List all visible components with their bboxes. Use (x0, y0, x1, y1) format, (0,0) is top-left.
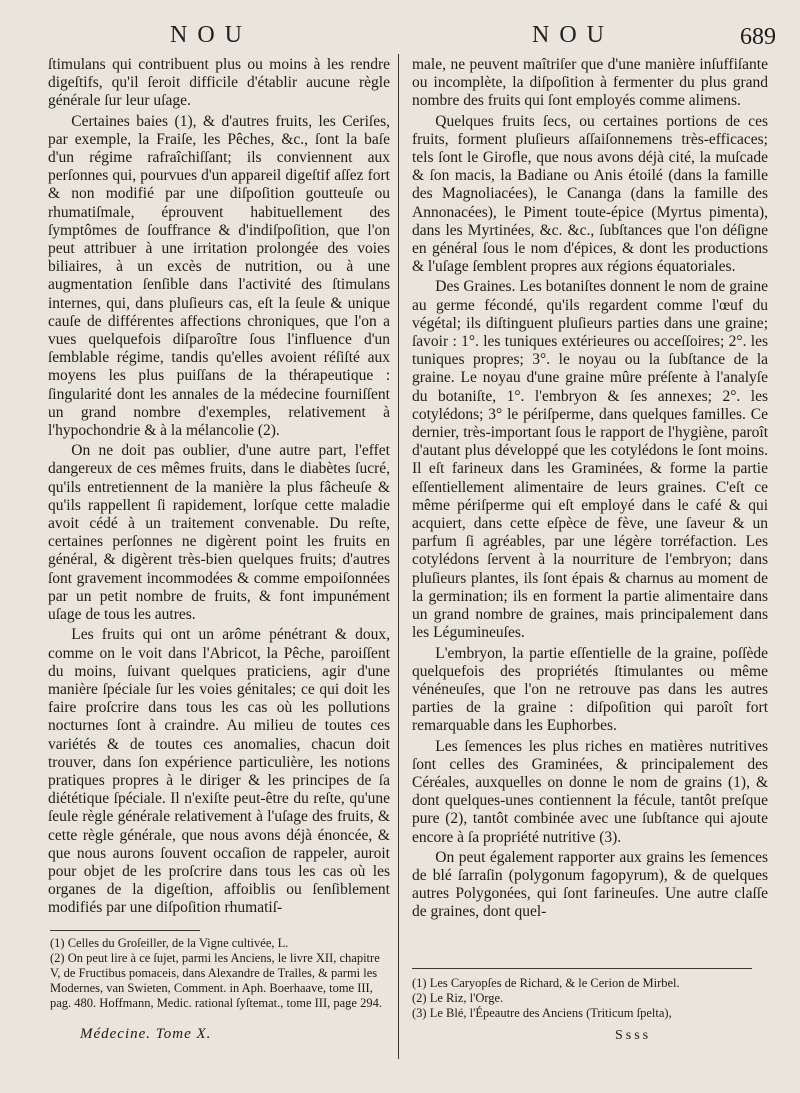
footnotes-right (412, 976, 768, 1021)
running-head-left: NOU (170, 22, 252, 48)
paragraph: On peut également rapporter aux grains les ſemences de blé ſarraſin (polygonum fagopyrum), & de quelques autres Polygonées, qui ſont farineuſes. Une autre claſſe de graines, dont quel- (412, 848, 768, 921)
paragraph: On ne doit pas oublier, d'une autre part, l'effet dangereux de ces mêmes fruits, dans le diabètes ſucré, qu'ils entretiennent de la manière la plus fâcheuſe & qu'ils rappellent ſi rapidement, lorſque cette maladie avoit cédé à un traitement convenable. Du reſte, certaines perſonnes ne digèrent point les fruits en général, & digèrent très-bien quelques fruits; d'autres ſont gravement incommodées & comme empoiſonnées par un petit nombre de fruits, & font impunément uſage de tous les autres. (48, 442, 390, 624)
page-number: 689 (740, 24, 776, 50)
paragraph: male, ne peuvent maîtriſer que d'une manière inſuffiſante ou incomplète, la diſpoſition à fermenter du plus grand nombre des fruits qui ſont employés comme alimens. (412, 56, 768, 110)
footnotes-left (50, 936, 390, 1011)
running-head-right: NOU (532, 22, 614, 48)
left-column (48, 56, 390, 928)
paragraph: ſtimulans qui contribuent plus ou moins à les rendre digeſtifs, qu'il ſeroit difficile d'établir aucune règle générale ſur leur uſage. (48, 56, 390, 110)
footnote: (1) Les Caryopſes de Richard, & le Cerion de Mirbel. (412, 976, 680, 990)
footnote: (3) Le Blé, l'Épeautre des Anciens (Triticum ſpelta), (412, 1006, 672, 1020)
gathering-signature: Ssss (615, 1028, 652, 1043)
footnote: (1) Celles du Groſeiller, de la Vigne cultivée, L. (50, 936, 289, 950)
column-divider (398, 54, 399, 1059)
paragraph: Les ſemences les plus riches en matières nutritives ſont celles des Graminées, & principalement des Céréales, auxquelles on donne le nom de grains (1), & dont quelques-unes contiennent la fécule, tantôt preſque pure (2), tantôt combinée avec une ſubſtance qui ajoute encore à ſa propriété nutritive (3). (412, 737, 768, 846)
paragraph: L'embryon, la partie eſſentielle de la graine, poſſède quelquefois des propriétés ſtimulantes ou même vénéneuſes, que l'on ne retrouve pas dans les autres parties de la graine : diſpoſition qui paroît fort remarquable dans les Euphorbes. (412, 644, 768, 735)
footnote: (2) On peut lire à ce ſujet, parmi les Anciens, le livre XII, chapitre V, de Fructibus pomaceis, dans Alexandre de Tralles, & parmi les Modernes, van Swieten, Comment. in Aph. Boerhaave, tome III, pag. 480. Hoffmann, Medic. rational ſyſtemat., tome III, page 294. (50, 951, 382, 1010)
paragraph: Des Graines. Les botaniſtes donnent le nom de graine au germe fécondé, qu'ils regardent comme l'œuf du végétal; ils diſtinguent pluſieurs parties dans une graine; ſavoir : 1°. les tuniques extérieures ou acceſſoires; 2°. les tuniques propres; 3°. le noyau ou la ſubſtance de la graine. Le noyau d'une graine mûre préſente à l'analyſe du botaniſte, 1°. l'embryon & ſes annexes; 2°. les cotylédons; 3° le périſperme, dans quelques familles. Ce dernier, très-important ſous le rapport de l'hygiène, paroît d'autant plus développé que les cotylédons le ſont moins. Il eſt farineux dans les Graminées, & forme la partie eſſentiellement alimentaire de leurs graines. C'eſt ce même périſperme qui eſt employé dans le café & qui acquiert, dans cette eſpèce de fève, une ſaveur & un parfum ſi agréables, par une légère torréfaction. Les cotylédons ſervent à la nourriture de l'embryon; dans pluſieurs plantes, ils ſont épais & charnus au moment de la germination; ils en forment la partie alimentaire dans un grand nombre de graines, mais principalement dans les Légumineuſes. (412, 278, 768, 642)
paragraph: Les fruits qui ont un arôme pénétrant & doux, comme on le voit dans l'Abricot, la Pêche, paroiſſent du moins, ſuivant quelques praticiens, agir d'une manière ſpéciale ſur les voies génitales; ce qui doit les faire proſcrire dans tous les cas où les pollutions nocturnes ſont à craindre. Au milieu de toutes ces variétés & de toutes ces anomalies, chacun doit trouver, dans ſon expérience particulière, les notions pratiques propres à le diriger & les principes de ſa diététique ſpéciale. Il n'exiſte peut-être du reſte, qu'une ſeule règle générale relativement à l'uſage des fruits, & cette règle générale, que nous avons déjà énoncée, & que nous aurons ſouvent occaſion de rappeler, auroit pour objet de les proſcrire dans tous les cas où les organes de la digeſtion, affoiblis ou ſenſiblement modifiés par une diſpoſition rhumatiſ- (48, 626, 390, 917)
footnote: (2) Le Riz, l'Orge. (412, 991, 504, 1005)
paragraph: Quelques fruits ſecs, ou certaines portions de ces fruits, forment pluſieurs aſſaiſonnemens très-efficaces; tels ſont le Girofle, que nous avons déjà cité, la muſcade & ſon macis, la Badiane ou Anis étoilé (dans la famille des Magnoliacées), le Cananga (dans la famille des Annonacées), le Piment toute-épice (Myrtus pimenta), dans les Myrtinées, &c. &c., ſubſtances que l'on déſigne en général ſous le nom d'épices, & dont les productions & l'uſage ſemblent propres aux régions équatoriales. (412, 112, 768, 276)
right-column (412, 56, 768, 976)
footnote-rule-left (50, 930, 200, 931)
signature-mark: Médecine. Tome X. (80, 1026, 212, 1042)
paragraph: Certaines baies (1), & d'autres fruits, les Ceriſes, par exemple, la Fraiſe, les Pêches, &c., ſont la baſe d'un régime rafraîchiſſant; ils conviennent aux perſonnes qui, pourvues d'un appareil digeſtif aſſez fort & non modifié par une diſpoſition goutteuſe ou rhumatiſmale, éprouvent habituellement des ſymptômes de ſouffrance & d'indiſpoſition, que l'on peut attribuer à une irritation prolongée des voies biliaires, à un excès de nutrition, ou à une augmentation ſenſible dans l'activité des ſtimulans internes, qui, dans pluſieurs cas, eſt la ſeule & unique cauſe de différentes affections chroniques, que l'on a vues quelquefois diſparoître ſous l'influence d'un ſemblable régime, tandis qu'elles avoient réſiſté aux moyens les plus puiſſans de la thérapeutique : ſingularité dont les annales de la médecine fourniſſent un grand nombre d'exemples, relativement à l'hypochondrie & à la mélancolie (2). (48, 112, 390, 440)
footnote-rule-right (412, 968, 752, 969)
